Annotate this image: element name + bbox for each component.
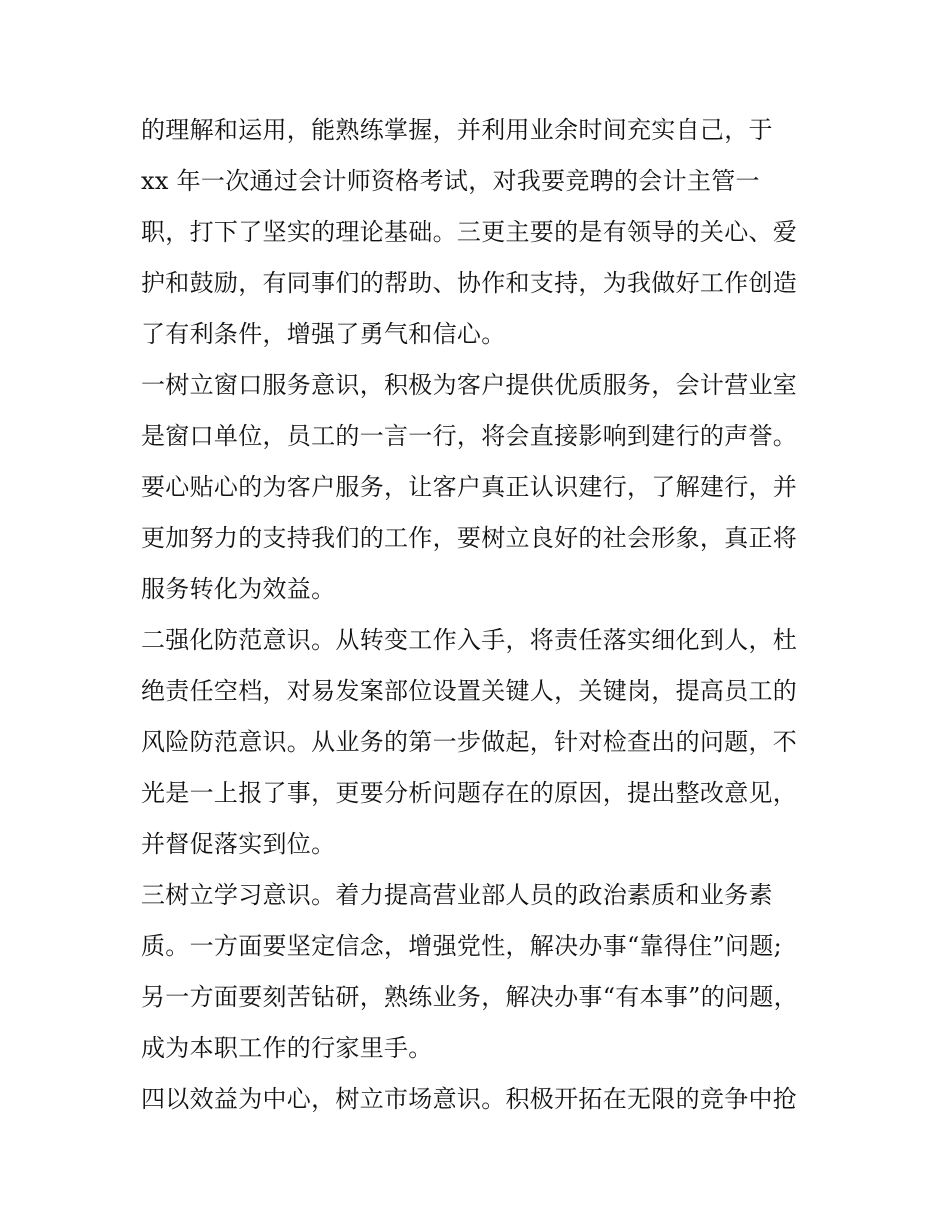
text-line: 护和鼓励，有同事们的帮助、协作和支持，为我做好工作创造 xyxy=(141,269,798,297)
text-line: xx 年一次通过会计师资格考试，对我要竞聘的会计主管一 xyxy=(141,167,760,195)
text-line: 更加努力的支持我们的工作，要树立良好的社会形象，真正将 xyxy=(141,524,798,552)
text-line: 要心贴心的为客户服务，让客户真正认识建行，了解建行，并 xyxy=(141,473,798,501)
text-line: 成为本职工作的行家里手。 xyxy=(141,1034,433,1062)
text-line: 职，打下了坚实的理论基础。三更主要的是有领导的关心、爱 xyxy=(141,218,798,246)
text-line: 一树立窗口服务意识，积极为客户提供优质服务，会计营业室 xyxy=(141,371,798,399)
text-line: 是窗口单位，员工的一言一行，将会直接影响到建行的声誉。 xyxy=(141,422,798,450)
text-line: 风险防范意识。从业务的第一步做起，针对检查出的问题，不 xyxy=(141,728,798,756)
text-line: 光是一上报了事，更要分析问题存在的原因，提出整改意见， xyxy=(141,779,798,807)
text-line: 另一方面要刻苦钻研，熟练业务，解决办事“有本事”的问题， xyxy=(141,983,798,1011)
text-line: 并督促落实到位。 xyxy=(141,830,336,858)
text-line: 质。一方面要坚定信念，增强党性，解决办事“靠得住”问题; xyxy=(141,932,783,960)
text-line: 三树立学习意识。着力提高营业部人员的政治素质和业务素 xyxy=(141,881,773,909)
text-line: 服务转化为效益。 xyxy=(141,575,336,603)
text-line: 二强化防范意识。从转变工作入手，将责任落实细化到人，杜 xyxy=(141,626,798,654)
text-line: 的理解和运用，能熟练掌握，并利用业余时间充实自己，于 xyxy=(141,116,773,144)
body-text xyxy=(141,107,821,1127)
text-line: 绝责任空档，对易发案部位设置关键人，关键岗，提高员工的 xyxy=(141,677,798,705)
text-line: 了有利条件，增强了勇气和信心。 xyxy=(141,320,506,348)
text-line: 四以效益为中心，树立市场意识。积极开拓在无限的竞争中抢 xyxy=(141,1085,798,1113)
